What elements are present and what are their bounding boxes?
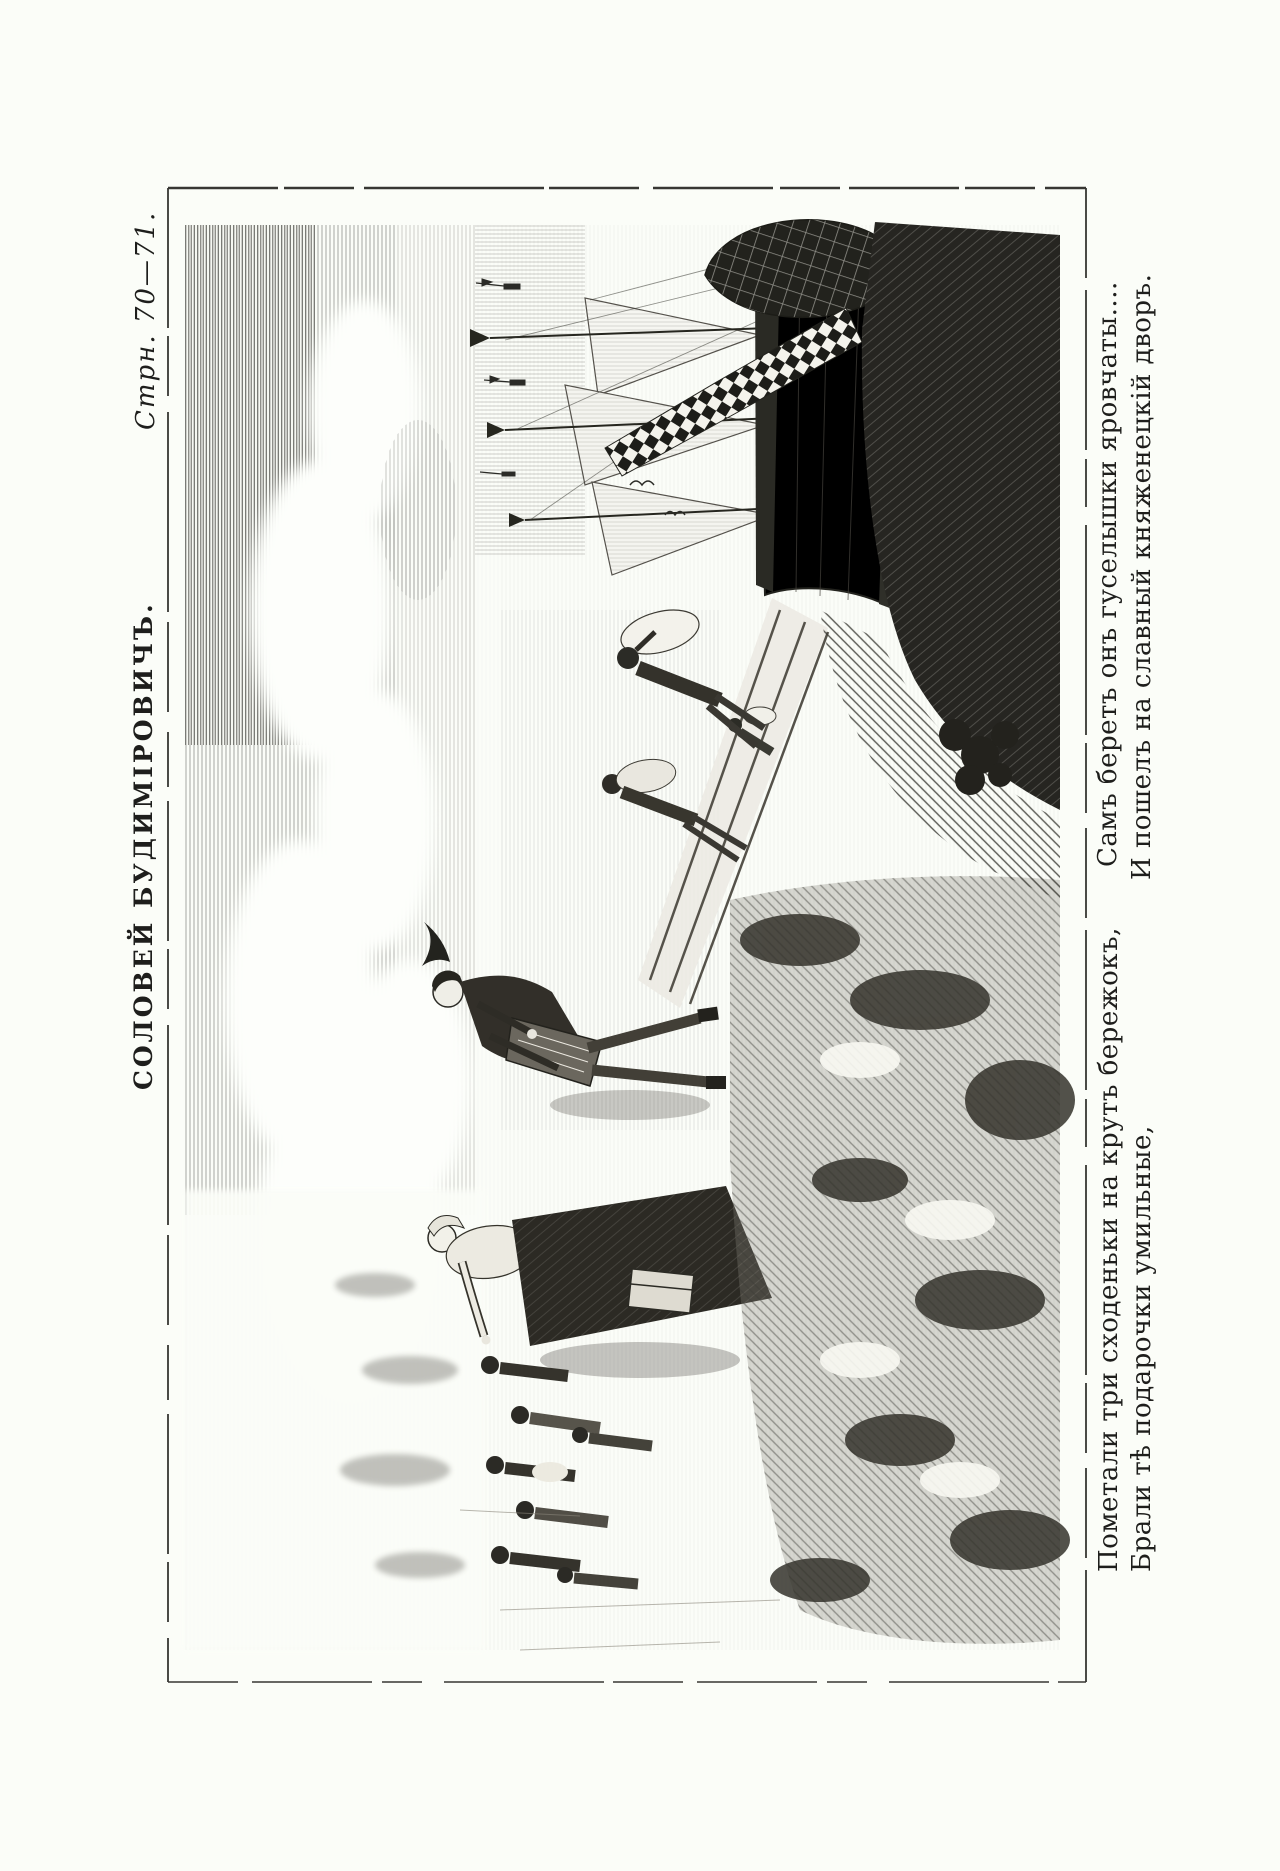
caption-bottom-line-2: Брали тѣ подарочки умильные, bbox=[1127, 1125, 1157, 1572]
page-reference: Стрн. 70—71. bbox=[131, 210, 161, 430]
engraving-sky bbox=[185, 225, 500, 1650]
caption-bottom-line-1: Пометали три сходеньки на крутъ бережокъ, bbox=[1094, 927, 1124, 1572]
plate-title: СОЛОВЕЙ БУДИМІРОВИЧЪ. bbox=[129, 601, 158, 1090]
caption-top-line-2: И пошелъ на славный княженецкій дворъ. bbox=[1127, 273, 1157, 880]
engraving-plate bbox=[160, 180, 1100, 1700]
caption-top-line-1: Самъ беретъ онъ гуселышки яровчаты.... bbox=[1093, 281, 1123, 867]
